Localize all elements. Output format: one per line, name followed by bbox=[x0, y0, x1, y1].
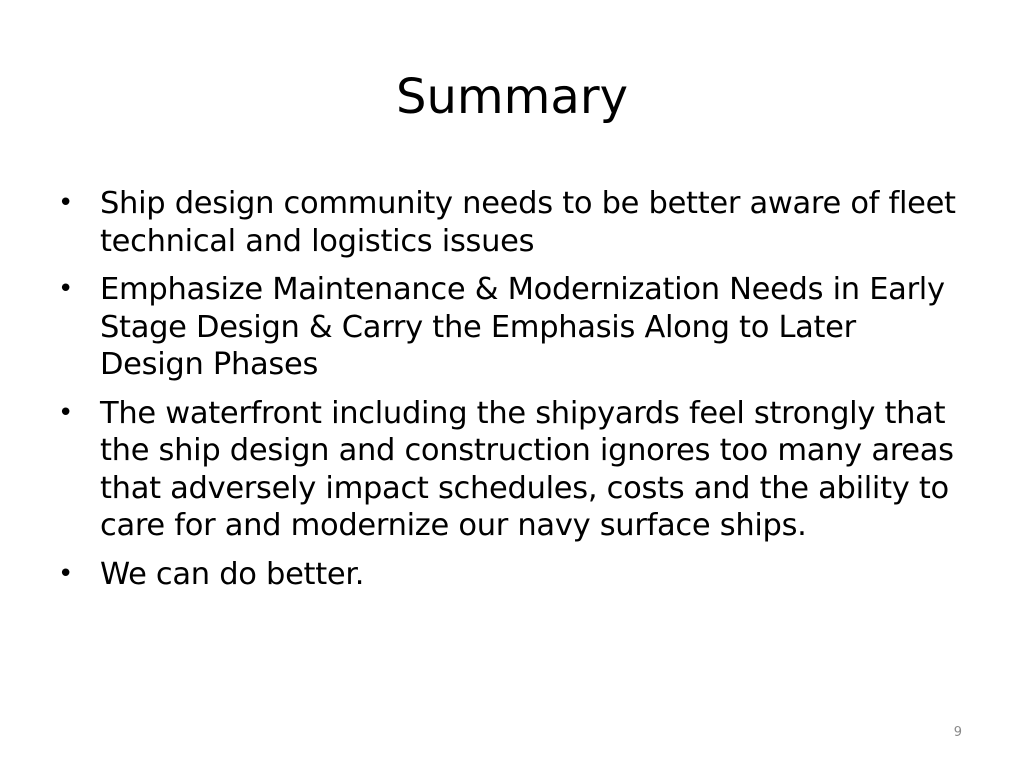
bullet-icon: • bbox=[58, 558, 74, 589]
bullet-text: We can do better. bbox=[100, 556, 365, 592]
bullet-text: The waterfront including the shipyards feel strongly that the ship design and construction ignores too many areas that adversely impact schedules, costs and the ability to care for and modernize our navy surface ships. bbox=[100, 395, 954, 543]
bullet-list bbox=[58, 185, 958, 604]
bullet-icon: • bbox=[58, 188, 74, 218]
bullet-text: Emphasize Maintenance & Modernization Needs in Early Stage Design & Carry the Emphasis Along to Later Design Phases bbox=[100, 272, 945, 382]
bullet-item bbox=[58, 185, 958, 260]
bullet-item bbox=[58, 271, 958, 384]
bullet-text: Ship design community needs to be better aware of fleet technical and logistics issues bbox=[100, 186, 956, 259]
bullet-item bbox=[58, 395, 958, 545]
slide-title: Summary bbox=[396, 69, 628, 125]
page-number: 9 bbox=[953, 725, 962, 740]
bullet-icon: • bbox=[58, 274, 74, 304]
bullet-icon: • bbox=[58, 397, 74, 428]
bullet-item bbox=[58, 556, 958, 594]
